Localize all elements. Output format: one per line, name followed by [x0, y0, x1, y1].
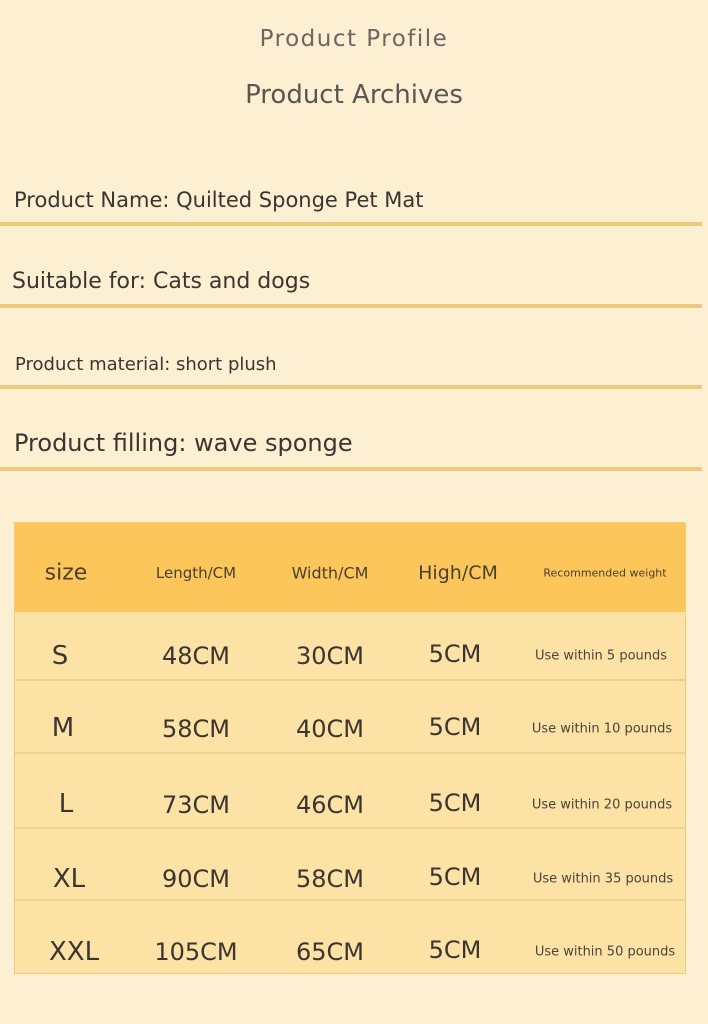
weight-cell: Use within 5 pounds [534, 648, 668, 664]
length-cell: 105CM [154, 938, 238, 966]
weight-cell: Use within 50 pounds [534, 944, 676, 960]
product-name-text: Product Name: Quilted Sponge Pet Mat [14, 188, 424, 212]
suitable-for-text: Suitable for: Cats and dogs [12, 269, 311, 294]
size-cell: XL [52, 864, 86, 894]
size-chart-header-row [15, 523, 685, 612]
height-cell: 5CM [428, 863, 482, 891]
height-cell: 5CM [428, 936, 482, 964]
table-row [15, 901, 685, 973]
size-cell: S [51, 641, 69, 671]
length-cell: 48CM [161, 642, 231, 670]
header-width: Width/CM [291, 563, 369, 583]
height-cell: 5CM [428, 713, 482, 741]
length-cell: 58CM [161, 715, 231, 743]
width-cell: 30CM [295, 642, 365, 670]
product-filling-text: Product filling: wave sponge [14, 429, 353, 457]
size-cell: XXL [48, 937, 100, 967]
size-cell: L [58, 789, 74, 819]
width-cell: 58CM [295, 865, 365, 893]
table-row [15, 612, 685, 681]
weight-cell: Use within 20 pounds [531, 797, 673, 813]
info-row-product-material [0, 338, 702, 389]
info-row-product-name [0, 170, 702, 226]
table-row [15, 829, 685, 901]
table-row [15, 681, 685, 754]
height-cell: 5CM [428, 640, 482, 668]
info-row-product-filling [0, 416, 702, 471]
header-recommended-weight: Recommended weight [543, 566, 667, 580]
width-cell: 65CM [295, 938, 365, 966]
table-row [15, 754, 685, 829]
length-cell: 90CM [161, 865, 231, 893]
header-height: High/CM [418, 562, 498, 584]
height-cell: 5CM [428, 789, 482, 817]
info-row-suitable-for [0, 252, 702, 308]
length-cell: 73CM [161, 791, 231, 819]
product-profile-heading: Product Profile [259, 26, 449, 52]
weight-cell: Use within 10 pounds [531, 721, 673, 737]
header-length: Length/CM [155, 564, 237, 582]
header-size: size [44, 560, 88, 586]
size-cell: M [51, 713, 75, 743]
size-chart-table [14, 522, 686, 974]
product-archives-title: Product Archives [245, 80, 463, 110]
width-cell: 46CM [295, 791, 365, 819]
width-cell: 40CM [295, 715, 365, 743]
weight-cell: Use within 35 pounds [532, 871, 674, 887]
product-material-text: Product material: short plush [15, 354, 277, 375]
